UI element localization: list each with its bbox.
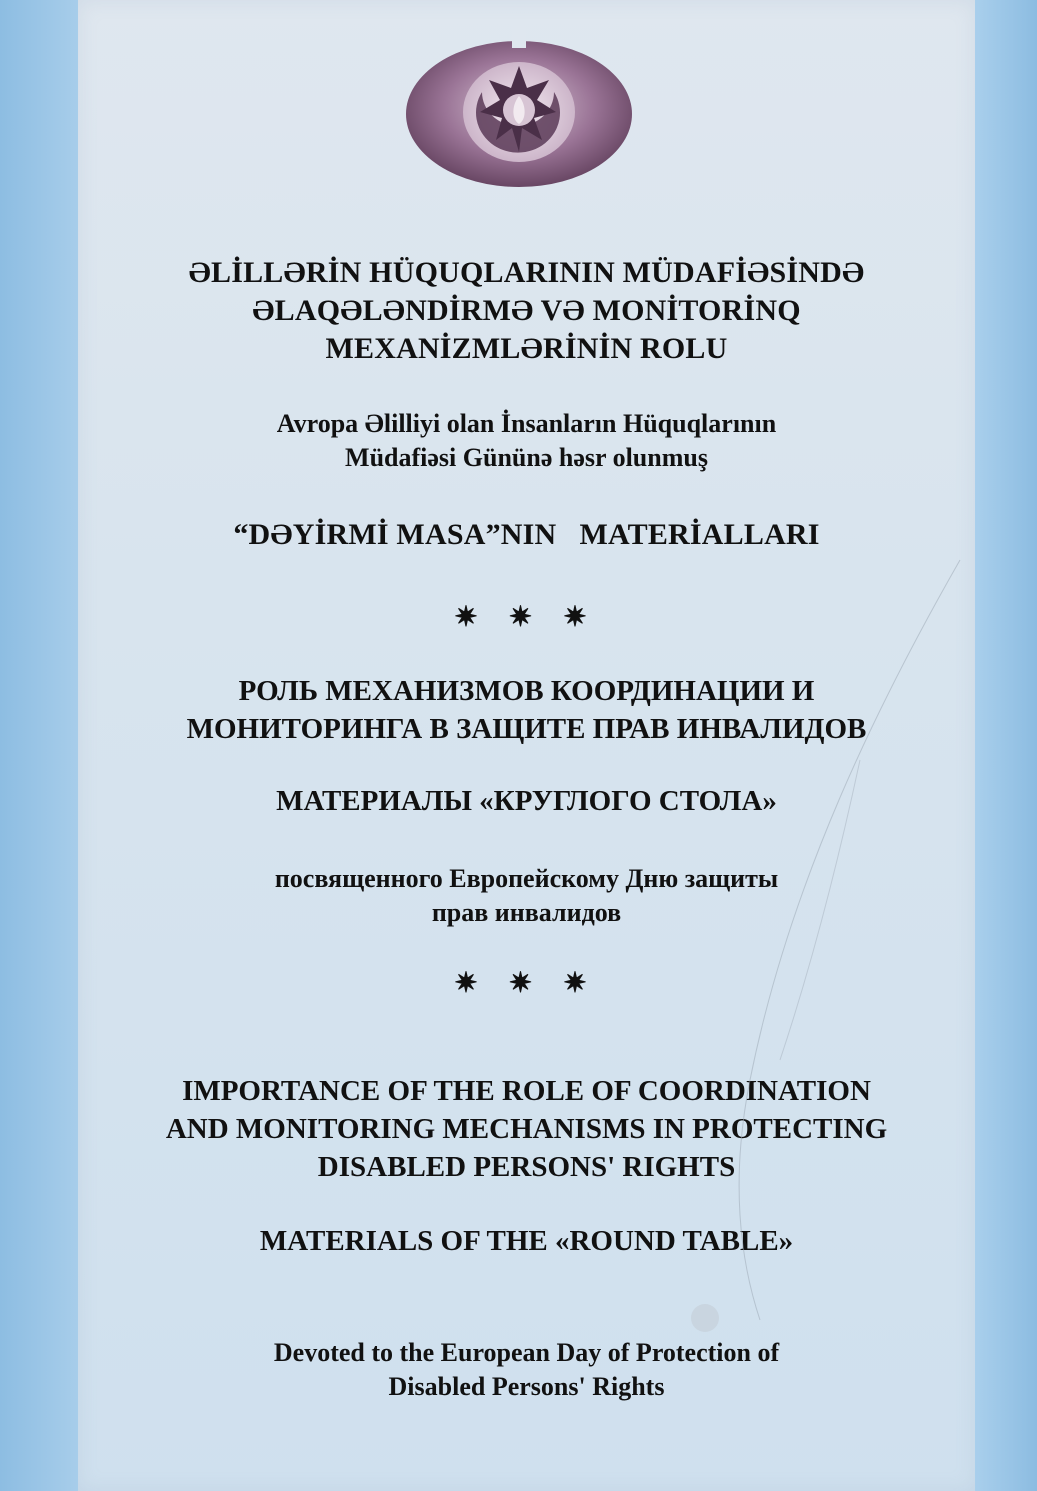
left-blue-band bbox=[0, 0, 78, 1491]
ru-title-line: МОНИТОРИНГА В ЗАЩИТЕ ПРАВ ИНВАЛИДОВ bbox=[186, 713, 867, 745]
ru-materials: МАТЕРИАЛЫ «КРУГЛОГО СТОЛА» bbox=[276, 785, 777, 817]
en-subtitle-line: Devoted to the European Day of Protection of bbox=[273, 1338, 780, 1367]
ru-subtitle-line: посвященного Европейскому Дню защиты bbox=[274, 864, 779, 893]
separator-stars: ✷ ✷ ✷ bbox=[454, 968, 599, 999]
az-subtitle-line: Avropa Əlilliyi olan İnsanların Hüquqlarının bbox=[276, 409, 777, 438]
emblem-icon bbox=[404, 22, 634, 192]
en-subtitle-line: Disabled Persons' Rights bbox=[388, 1372, 665, 1401]
right-blue-band bbox=[975, 0, 1037, 1491]
en-title-line: DISABLED PERSONS' RIGHTS bbox=[317, 1151, 736, 1183]
ru-title bbox=[78, 672, 975, 748]
en-title bbox=[78, 1072, 975, 1186]
separator-stars: ✷ ✷ ✷ bbox=[454, 602, 599, 633]
ru-subtitle bbox=[78, 862, 975, 930]
az-title bbox=[78, 254, 975, 368]
ru-title-line: РОЛЬ МЕХАНИЗМОВ КООРДИНАЦИИ И bbox=[238, 675, 815, 707]
az-materials: “DƏYİRMİ MASA”NIN MATERİALLARI bbox=[233, 518, 820, 551]
az-title-line: ƏLİLLƏRİN HÜQUQLARININ MÜDAFİƏSİNDƏ bbox=[188, 256, 865, 289]
en-title-line: IMPORTANCE OF THE ROLE OF COORDINATION bbox=[182, 1075, 871, 1107]
az-subtitle bbox=[78, 407, 975, 475]
az-title-line: MEXANİZMLƏRİNİN ROLU bbox=[325, 332, 728, 365]
ru-subtitle-line: прав инвалидов bbox=[431, 898, 622, 927]
en-materials: MATERIALS OF THE «ROUND TABLE» bbox=[259, 1225, 794, 1257]
az-subtitle-line: Müdafiəsi Gününə həsr olunmuş bbox=[345, 443, 708, 472]
en-subtitle bbox=[78, 1336, 975, 1404]
az-title-line: ƏLAQƏLƏNDİRMƏ VƏ MONİTORİNQ bbox=[252, 294, 801, 327]
en-title-line: AND MONITORING MECHANISMS IN PROTECTING bbox=[165, 1113, 888, 1145]
